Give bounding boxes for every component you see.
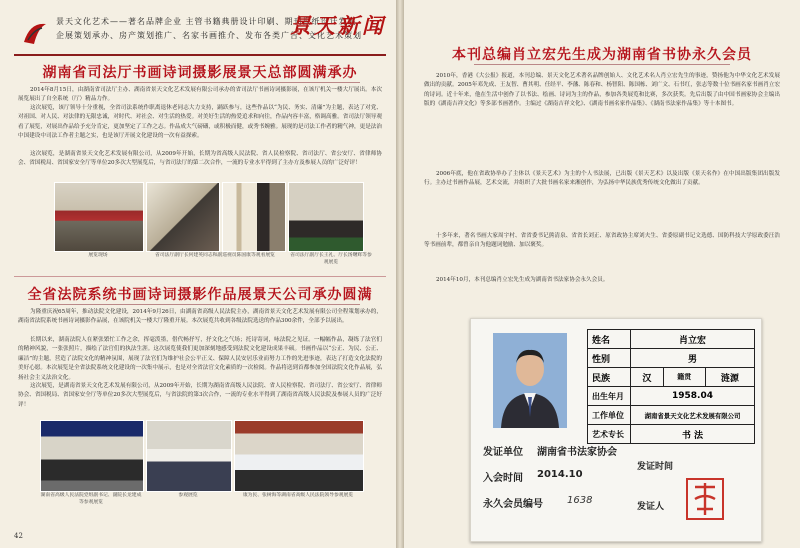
member-number-label: 永久会员编号	[483, 499, 543, 510]
seal-stamp-icon	[685, 477, 725, 521]
member-info-table	[587, 329, 755, 444]
specialty-label: 艺术专长	[588, 425, 631, 444]
name-label: 姓名	[588, 330, 631, 349]
article1-caption-3: 省司法厅副厅长王礼、厅长汤曙辉等参观展览	[290, 253, 372, 265]
birthdate-label: 出生年月	[588, 387, 631, 406]
left-page	[0, 0, 396, 548]
brand-logo-icon	[20, 18, 50, 48]
spine-gutter	[396, 0, 404, 548]
header-tagline-1: 景天文化艺术——著名品牌企业 主管书籍典册设计印刷、期刊报纸设计发展	[56, 17, 357, 26]
exhibition-hall-photo	[54, 182, 144, 252]
issuer-label: 发证单位	[483, 447, 523, 458]
article1-divider	[40, 82, 360, 83]
member-number-value: 1638	[567, 495, 593, 506]
article1-title: 湖南省司法厅书画诗词摄影展景天总部圆满承办	[42, 65, 358, 81]
right-paragraph-2: 2006年底，他在省政协举办了主体以《景天艺术》为主的个人书法展，已出版《景天艺术》以及出版《景天名作》在中国出版集团出版发行。主办过书画作品展，艺术交流，并组织了大批书画名家来湘创作，为弘扬中华民族优秀传统文化做出了贡献。	[424, 171, 780, 187]
section-divider	[14, 276, 386, 277]
right-paragraph-3: 十多年来，著名书画大家周宇村、省省委书记熊清泉、省省长刘正、原省政协主席刘夫生、省委原副书记文选德、国防科技大学原政委汪浩等书画前辈，都曾亲自为他题词勉励、加以褒奖。	[424, 233, 780, 249]
page-number: 42	[14, 532, 23, 540]
hometown-label: 籍贯	[663, 368, 705, 387]
birthdate-value: 1958.04	[631, 387, 755, 406]
article1-paragraph-1: 2014年8月15日，由湖南省司法厅主办、湖南省景天文化艺术发展有限公司承办的省司法厅书画诗词摄影展，在该厅机关一楼大厅展出。本次展览展出了自全系统（厅）精品力作。	[18, 87, 382, 103]
right-paragraph-4: 2014年10月，本刊总编肖立宏先生成为湖南省书法家协会永久会员。	[436, 277, 609, 283]
article1-paragraph-2: 这次展览，该厅领导十分重视，全省司法系统作职离退休老同志大力支持，踊跃参与，这些作品以“为民、务实、清廉”为主题，表达了对党、对祖国、对人民、对法律的无限忠诚，对时代、对社会、对生活的热爱。对美好生活的热爱追求和向往，作品内容丰富，格调高雅。省司法厅领导观看了展览，对展出作品给予充分肯定，更加坚定了工作之志。作品成大气磅礴，或积极而健，或秀书婉雅。展现的是司法工作者的精气神，更是法治中国建设中司法工作者主题之实，也是该厅开展文化建设的一次有益探索。	[18, 105, 382, 140]
visiting-exhibition-photo	[146, 420, 232, 492]
member-portrait	[493, 333, 567, 428]
right-page	[404, 0, 800, 548]
court-lobby-photo	[40, 420, 144, 492]
article2-caption-3: 康为民、张树海等湖南省高级人民法院领导参观展览	[242, 493, 354, 498]
officials-viewing-photo	[146, 182, 220, 252]
leaders-visit-photo	[288, 182, 364, 252]
header-divider	[14, 54, 386, 56]
name-value: 肖立宏	[631, 330, 755, 349]
article1-caption-2: 省司法厅副厅长何建英同志和副巡视员陈国康等观看展览	[155, 253, 275, 258]
calligraphy-wall-photo	[222, 182, 286, 252]
article1-caption-1: 展览现场	[88, 253, 108, 258]
article2-paragraph-3: 这次展览，是湖南省景天文化艺术发展有限公司，从2009年开始，长期为湖南省高级人民法院、省人民检察院、省司法厅、省公安厅、省律师协会、省国税局、省国家安全厅等单位20多次大型展览后，与省法院的第3次合作，一流的专业水平得到了湖南省高级人民法院及参展人员的广泛好评！	[18, 383, 382, 408]
join-date-label: 入会时间	[483, 473, 523, 484]
issuer-value: 湖南省书法家协会	[537, 447, 617, 458]
portrait-figure-icon	[493, 333, 567, 428]
article2-paragraph-2: 长期以来，湖南法院人在紧张繁忙工作之余，挥毫泼墨，借代畅抒写，抒文化之气场；托诗寄词，咏法院之见证。一幅幅作品，凝练了法官们的精神风貌，一张张照片，描绘了法官们的执法生涯。这次展览使我们更加深刻地感受到法院文化建设成果丰硕。书画作品以“公正、为民、公正、廉洁”的主题，营造了法院文化的精神氛围，展现了法官们为维护社会公平正义、保障人民安居乐业而努力工作的先进事迹，表达了打造文化法院的美好心愿。本次展览是全省法院系统文化建设的一次集中展示，也是对全省法官文化素质的一次检阅。作品将送到首都参加全国法院文化作品展，弘扬社会主义法治文化。	[18, 337, 382, 381]
page-header	[14, 10, 386, 54]
gender-value: 男	[631, 349, 755, 368]
court-leaders-photo	[234, 420, 364, 492]
workplace-value: 湖南省景天文化艺术发展有限公司	[631, 406, 755, 425]
workplace-label: 工作单位	[588, 406, 631, 425]
issue-date-label: 发证时间	[637, 462, 674, 472]
right-article-title: 本刊总编肖立宏先生成为湖南省书协永久会员	[452, 47, 752, 63]
brand-name: 景天新闻	[290, 13, 386, 38]
article2-title: 全省法院系统书画诗词摄影作品展景天公司承办圆满	[27, 287, 373, 303]
right-paragraph-1: 2010年，香港《大公报》报道，本刊总编、景天文化艺术著名品牌创始人、文化艺术名人肖立宏先生的事迹，赞扬他为中华文化艺术发展做出的贡献。2005年邓先成、王友智、曹其明、任经平、李藩、陈春和、杨智阳、陈国栋、刘广文、石书红，张志等数十位书画名家书画肖立宏的诗词。近十年来，他在生活中创作了以书法、绘画、诗词为主的作品，参加各类展览和比赛，多次获奖。先后出版了由中国书画家协会主编出版的《湖南吉祥文化》等多部书画著作。主编过《湖南吉祥文化》、《湖南书画名家作品集》、《湖南书法家作品集》等十本图书。	[424, 73, 780, 108]
article2-caption-2: 参观展览	[178, 493, 198, 498]
specialty-value: 书 法	[631, 425, 755, 444]
header-tagline-2: 企展策划承办、房产策划推广、名家书画推介、发布各类广告、文化艺术策划	[56, 31, 362, 40]
article1-paragraph-3: 这次展览，是湖南省景天文化艺术发展有限公司，从2009年开始，长期为省高级人民法院、省人民检察院、省司法厅、省公安厅、省律师协会、省国税局、省国家安全厅等单位20多次大型展览后，与省司法厅的第二次合作，一流的专业水平得到了主办方及参展人员的广泛好评！	[18, 151, 382, 167]
article2-divider	[40, 304, 360, 305]
gender-label: 性别	[588, 349, 631, 368]
join-date-value: 2014.10	[537, 469, 583, 480]
article2-paragraph-1: 为隆重庆祝65周年，推动法院文化建设，2014年9月26日，由湖南省高级人民法院主办，湖南省景天文化艺术发展有限公司全程策划承办的，湖南省法院系统书画诗词摄影作品展，在该院机关一楼大厅隆重开展。本次展览共收到各级法院选送的作品300余件，全部予以展出。	[18, 309, 382, 325]
article2-caption-1: 湖南省高级人民法院党组副书记、副院长龙建成等参观展览	[40, 493, 142, 505]
right-title-divider	[474, 64, 730, 65]
membership-certificate	[470, 318, 762, 542]
ethnicity-label: 民族	[588, 368, 631, 387]
ethnicity-value: 汉	[631, 368, 664, 387]
hometown-value: 涟源	[705, 368, 754, 387]
signatory-label: 发证人	[637, 502, 665, 512]
